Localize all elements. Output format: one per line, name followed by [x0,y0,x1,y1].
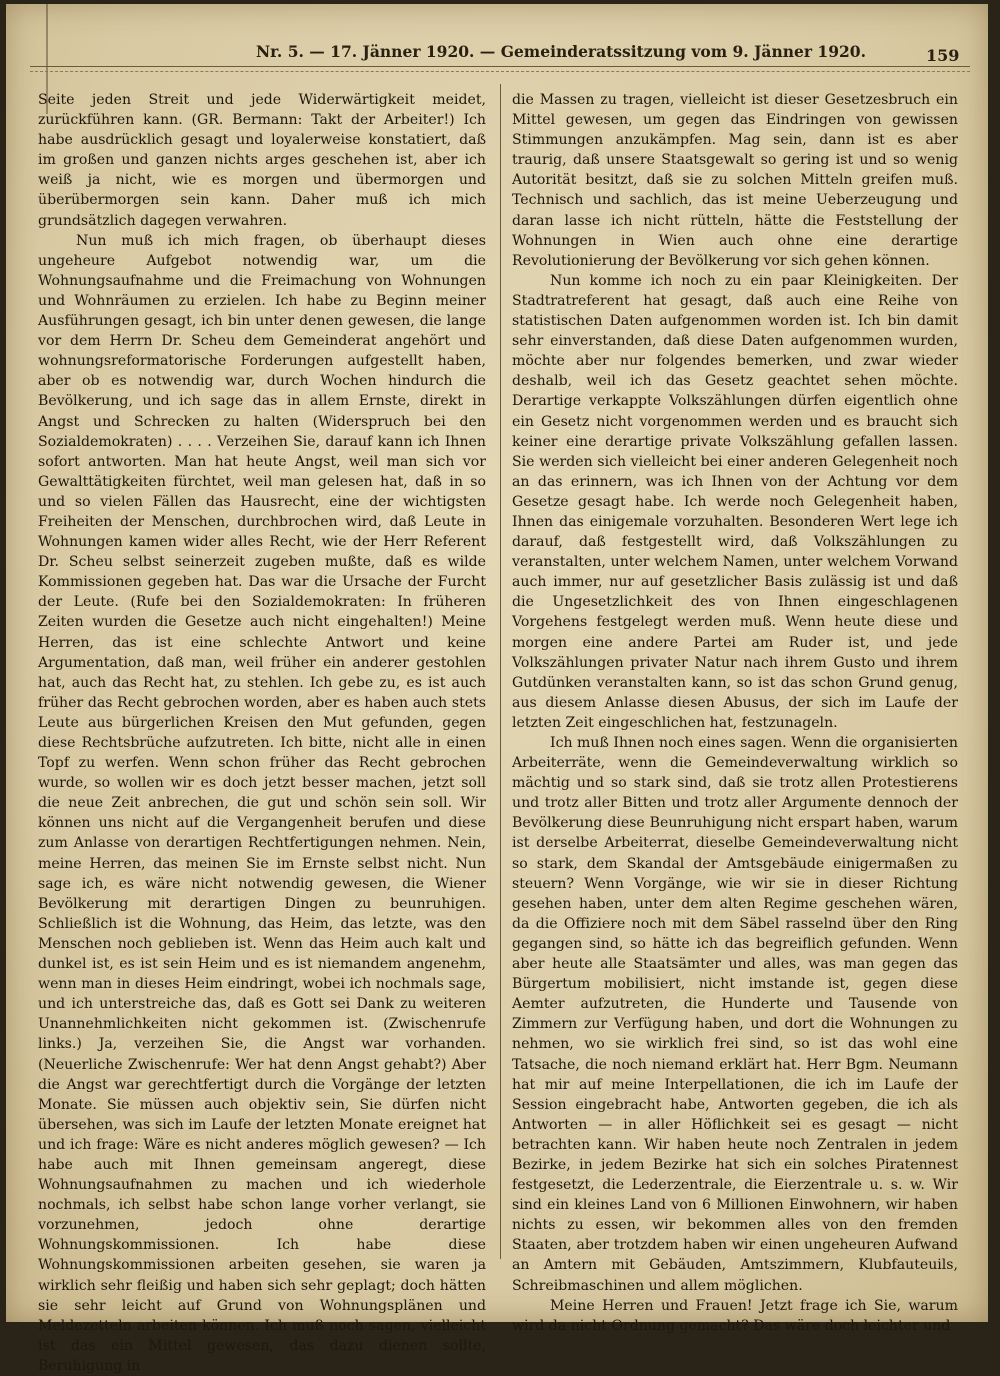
right-paragraph-4: Meine Herren und Frauen! Jetzt frage ich Sie, warum wird da nicht Ordnung gemacht? Das wäre doch leichter und [512,1297,958,1334]
right-paragraph-1: die Massen zu tragen, vielleicht ist dieser Gesetzesbruch ein Mittel gewesen, um gegen das Eindringen von gewissen Stimmungen anzukämpfen. Mag sein, dann ist es aber traurig, daß unsere Staatsgewalt so gering ist und so wenig Autorität besitzt, daß sie zu solchen Mitteln greifen muß. Technisch und sachlich, das ist meine Ueberzeugung und daran lasse ich nicht rütteln, hätte die Feststellung der Wohnungen in Wien auch ohne eine derartige Revolutionierung der Bevölkerung vor sich gehen können. [512,92,958,269]
running-header: Nr. 5. — 17. Jänner 1920. — Gemeinderatssitzung vom 9. Jänner 1920. [256,42,866,61]
right-paragraph-2: Nun komme ich noch zu ein paar Kleinigkeiten. Der Stadtratreferent hat gesagt, daß auch eine Reihe von statistischen Daten aufgenommen worden ist. Ich bin damit sehr einverstanden, daß diese Daten aufgenommen wurden, möchte aber nur folgendes bemerken, und zwar wieder deshalb, weil ich das Gesetz geachtet sehen möchte. Derartige verkappte Volkszählungen dürfen eigentlich ohne ein Gesetz nicht vorgenommen werden und es braucht sich keiner eine derartige private Volkszählung gefallen lassen. Sie werden sich vielleicht bei einer anderen Gelegenheit noch an das erinnern, was ich Ihnen von der Achtung vor dem Gesetze gesagt habe. Ich werde noch Gelegenheit haben, Ihnen das einigemale vorzuhalten. Besonderen Wert lege ich darauf, daß festgestellt wird, daß Volkszählungen zu veranstalten, unter welchem Namen, unter welchem Vorwand auch immer, nur auf gesetzlicher Basis zulässig ist und daß die Ungesetzlichkeit des von Ihnen eingeschlagenen Vorgehens festgelegt werden muß. Wenn heute diese und morgen eine andere Partei am Ruder ist, und jede Volkszählungen privater Natur nach ihrem Gusto und ihrem Gutdünken veranstalten kann, so ist das schon Grund genug, aus diesem Anlasse diesen Abusus, der sich im Laufe der letzten Zeit eingeschlichen hat, festzunageln. [512,272,958,731]
header-rule [30,66,970,72]
right-paragraph-3: Ich muß Ihnen noch eines sagen. Wenn die organisierten Arbeiterräte, wenn die Gemeindeverwaltung wirklich so mächtig und so stark sind, daß sie trotz allen Protestierens und trotz aller Bitten und trotz aller Argumente dennoch der Bevölkerung diese Beunruhigung nicht erspart haben, warum ist derselbe Arbeiterrat, dieselbe Gemeindeverwaltung nicht so stark, dem Skandal der Amtsgebäude einigermaßen zu steuern? Wenn Vorgänge, wie wir sie in dieser Richtung gesehen haben, unter dem alten Regime geschehen wären, da die Offiziere noch mit dem Säbel rasselnd über den Ring gegangen sind, so hätte ich das begreiflich gefunden. Wenn aber heute alle Staatsämter und alles, was man gegen das Bürgertum mobilisiert, nicht imstande ist, gegen diese Aemter aufzutreten, die Hunderte und Tausende von Zimmern zur Verfügung haben, und dort die Wohnungen zu nehmen, wo sie wirklich frei sind, so ist das wohl eine Tatsache, die noch niemand erklärt hat. Herr Bgm. Neumann hat mir auf meine Interpellationen, die ich im Laufe der Session eingebracht habe, Antworten gegeben, die ich als Antworten — in aller Höflichkeit sei es gesagt — nicht betrachten kann. Wir haben heute noch Zentralen in jedem Bezirke, in jedem Bezirke hat sich ein solches Piratennest festgesetzt, die Lederzentrale, die Eierzentrale u. s. w. Wir sind ein kleines Land von 6 Millionen Einwohnern, wir haben nichts zu essen, wir bekommen alles von den fremden Staaten, aber trotzdem haben wir einen ungeheuren Aufwand an Amtern mit Gebäuden, Amtszimmern, Klubfauteuils, Schreibmaschinen und allem möglichen. [512,735,958,1294]
page-number: 159 [926,46,960,65]
newspaper-page [6,4,988,1374]
left-column [38,90,486,1376]
right-column [512,90,958,1336]
left-paragraph-1: Seite jeden Streit und jede Widerwärtigkeit meidet, zurückführen kann. (GR. Bermann: Takt der Arbeiter!) Ich habe ausdrücklich gesagt und loyalerweise konstatiert, daß im großen und ganzen nichts arges geschehen ist, aber ich weiß ja nicht, wie es morgen und übermorgen und überübermorgen sein kann. Daher muß ich mich grundsätzlich dagegen verwahren. [38,92,486,229]
column-divider [500,84,501,1259]
left-paragraph-2: Nun muß ich mich fragen, ob überhaupt dieses ungeheure Aufgebot notwendig war, um die Wohnungsaufnahme und die Freimachung von Wohnungen und Wohnräumen zu erzielen. Ich habe zu Beginn meiner Ausführungen gesagt, ich bin unter denen gewesen, die lange vor dem Herrn Dr. Scheu dem Gemeinderat angehört und wohnungsreformatorische Forderungen aufgestellt haben, aber ob es notwendig war, durch Wochen hindurch die Bevölkerung, und ich sage das in allem Ernste, direkt in Angst und Schrecken zu halten (Widerspruch bei den Sozialdemokraten) . . . . Verzeihen Sie, darauf kann ich Ihnen sofort antworten. Man hat heute Angst, weil man sich vor Gewalttätigkeiten fürchtet, weil man gelesen hat, daß in so und so vielen Fällen das Hausrecht, eine der wichtigsten Freiheiten der Menschen, durchbrochen wird, daß Leute in Wohnungen kamen wider alles Recht, wie der Herr Referent Dr. Scheu selbst seinerzeit zugeben mußte, daß es wilde Kommissionen gegeben hat. Das war die Ursache der Furcht der Leute. (Rufe bei den Sozialdemokraten: In früheren Zeiten wurden die Gesetze auch nicht eingehalten!) Meine Herren, das ist eine schlechte Antwort und keine Argumentation, daß man, weil früher ein anderer gestohlen hat, auch das Recht hat, zu stehlen. Ich gebe zu, es ist auch früher das Recht gebrochen worden, aber es haben auch stets Leute aus bürgerlichen Kreisen den Mut gefunden, gegen diese Rechtsbrüche aufzutreten. Ich bitte, nicht alle in einen Topf zu werfen. Wenn schon früher das Recht gebrochen wurde, so wollen wir es doch jetzt besser machen, jetzt soll die neue Zeit anbrechen, die gut und schön sein soll. Wir können uns nicht auf die Vergangenheit berufen und diese zum Anlasse von derartigen Rechtfertigungen nehmen. Nein, meine Herren, das meinen Sie im Ernste selbst nicht. Nun sage ich, es wäre nicht notwendig gewesen, die Wiener Bevölkerung mit derartigen Dingen zu beunruhigen. Schließlich ist die Wohnung, das Heim, das letzte, was den Menschen noch geblieben ist. Wenn das Heim auch kalt und dunkel ist, es ist sein Heim und es ist niemandem angenehm, wenn man in dieses Heim eindringt, wobei ich nochmals sage, und ich unterstreiche das, daß es Gott sei Dank zu weiteren Unannehmlichkeiten nicht gekommen ist. (Zwischenrufe links.) Ja, verzeihen Sie, die Angst war vorhanden. (Neuerliche Zwischenrufe: Wer hat denn Angst gehabt?) Aber die Angst war gerechtfertigt durch die Vorgänge der letzten Monate. Sie müssen auch objektiv sein, Sie dürfen nicht übersehen, was sich im Laufe der letzten Monate ereignet hat und ich frage: Wäre es nicht anderes möglich gewesen? — Ich habe auch mit Ihnen gemeinsam angeregt, diese Wohnungsaufnahmen zu machen und ich wiederhole nochmals, ich selbst habe schon lange vorher verlangt, sie vorzunehmen, jedoch ohne derartige Wohnungskommissionen. Ich habe diese Wohnungskommissionen arbeiten gesehen, sie waren ja wirklich sehr fleißig und haben sich sehr geplagt; doch hätten sie sehr leicht auf Grund von Wohnungsplänen und Meldezetteln arbeiten können. Ich muß noch sagen, vielleicht ist das ein Mittel gewesen, das dazu dienen sollte, Beruhigung in [38,232,486,1374]
